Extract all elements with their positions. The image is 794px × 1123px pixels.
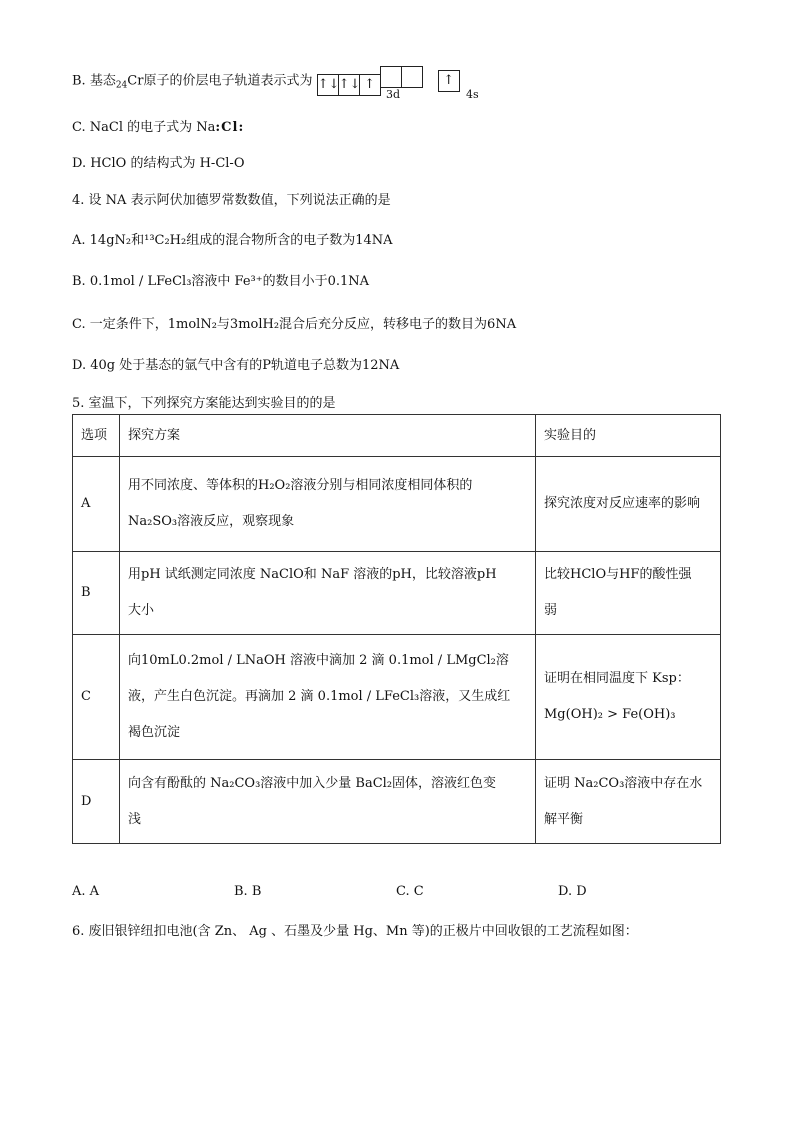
row-plan	[120, 457, 536, 552]
plan-line: 浅	[128, 811, 142, 827]
row-option: B	[73, 552, 120, 635]
q5-choices	[72, 884, 720, 899]
header-goal: 实验目的	[536, 415, 721, 457]
plan-line: 用不同浓度、等体积的H₂O₂溶液分别与相同浓度相同体积的	[128, 478, 473, 493]
plan-line: Na₂SO₃溶液反应，观察现象	[128, 514, 295, 529]
electron-formula: :Cl:	[215, 120, 245, 135]
orbital-box	[401, 66, 423, 88]
goal-line: 比较HClO与HF的酸性强	[544, 567, 692, 582]
plan-line: 向10mL0.2mol / LNaOH 溶液中滴加 2 滴 0.1mol / LMgCl₂溶	[128, 653, 509, 668]
q3-option-b-text: Cr原子的价层电子轨道表示式为	[127, 73, 313, 89]
goal-line: 证明 Na₂CO₃溶液中存在水	[544, 775, 703, 791]
q4-option-b: B. 0.1mol / LFeCl₃溶液中 Fe³⁺的数目小于0.1NA	[72, 274, 370, 289]
row-goal	[536, 457, 721, 552]
row-goal	[536, 760, 721, 844]
row-goal	[536, 552, 721, 635]
q3-option-b-prefix: B. 基态	[72, 73, 116, 89]
q4-option-a: A. 14gN₂和¹³C₂H₂组成的混合物所含的电子数为14NA	[72, 233, 393, 248]
row-plan	[120, 635, 536, 760]
orbital-4s	[438, 70, 459, 92]
goal-line: 探究浓度对反应速率的影响	[544, 496, 701, 511]
header-option: 选项	[73, 415, 120, 457]
q5-stem: 5. 室温下，下列探究方案能达到实验目的的是	[72, 396, 336, 411]
orbital-box	[380, 66, 402, 88]
q4-option-d: D. 40g 处于基态的氩气中含有的P轨道电子总数为12NA	[72, 358, 400, 373]
plan-line: 大小	[128, 603, 155, 618]
plan-line: 用pH 试纸测定同浓度 NaClO和 NaF 溶液的pH，比较溶液pH	[128, 567, 497, 582]
q6-stem: 6. 废旧银锌纽扣电池(含 Zn、 Ag 、石墨及少量 Hg、Mn 等)的正极片中回收银的工艺流程如图：	[72, 924, 638, 939]
orbital-4s-label: 4s	[466, 88, 479, 101]
row-option: A	[73, 457, 120, 552]
table-row	[73, 457, 721, 552]
experiment-table	[72, 414, 721, 844]
q3-option-b	[72, 66, 459, 96]
choice-c: C. C	[396, 884, 424, 899]
q3-option-c-text: C. NaCl 的电子式为 Na	[72, 120, 216, 135]
orbital-box: ↑↓	[317, 74, 339, 96]
plan-line: 液，产生白色沉淀。再滴加 2 滴 0.1mol / LFeCl₃溶液，又生成红	[128, 689, 511, 704]
q3-option-d: D. HClO 的结构式为 H-Cl-O	[72, 156, 245, 171]
q3-option-c	[72, 116, 244, 135]
choice-b: B. B	[234, 884, 262, 899]
header-plan: 探究方案	[120, 415, 536, 457]
orbital-box: ↑	[438, 70, 460, 92]
orbital-3d	[317, 66, 422, 96]
row-option: D	[73, 760, 120, 844]
goal-line: 弱	[544, 603, 558, 618]
table-row	[73, 552, 721, 635]
plan-line: 褐色沉淀	[128, 725, 181, 740]
q4-stem: 4. 设 NA 表示阿伏加德罗常数数值，下列说法正确的是	[72, 193, 391, 208]
orbital-3d-label: 3d	[386, 88, 401, 101]
table-row	[73, 760, 721, 844]
orbital-box: ↑↓	[338, 74, 360, 96]
choice-d: D. D	[558, 884, 587, 899]
q4-option-c: C. 一定条件下，1molN₂与3molH₂混合后充分反应，转移电子的数目为6NA	[72, 317, 517, 332]
goal-line: Mg(OH)₂ > Fe(OH)₃	[544, 707, 676, 722]
row-option: C	[73, 635, 120, 760]
q3-option-b-atomic-number: 24	[115, 80, 128, 91]
table-header-row	[73, 415, 721, 457]
goal-line: 证明在相同温度下 Ksp：	[544, 671, 690, 686]
orbital-box: ↑	[359, 74, 381, 96]
plan-line: 向含有酚酞的 Na₂CO₃溶液中加入少量 BaCl₂固体，溶液红色变	[128, 775, 497, 791]
row-plan	[120, 552, 536, 635]
choice-a: A. A	[72, 884, 100, 899]
table-row	[73, 635, 721, 760]
row-plan	[120, 760, 536, 844]
row-goal	[536, 635, 721, 760]
goal-line: 解平衡	[544, 811, 584, 827]
